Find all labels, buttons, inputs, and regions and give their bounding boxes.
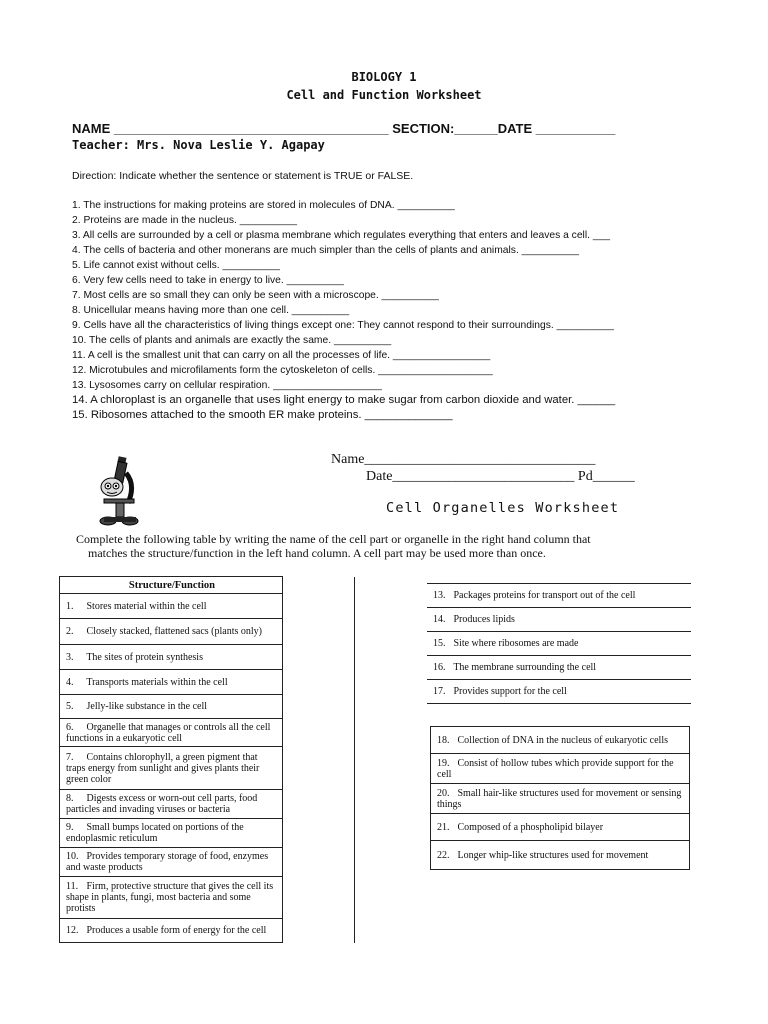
true-false-list: [72, 198, 615, 423]
table-row: 15. Site where ribosomes are made: [427, 632, 691, 656]
list-item: 12. Microtubules and microfilaments form the cytoskeleton of cells. ____________________: [72, 365, 493, 376]
list-item: 10. The cells of plants and animals are exactly the same. __________: [72, 335, 392, 346]
instruction-line-1: Complete the following table by writing the name of the cell part or organelle in the right hand column that: [76, 532, 591, 546]
name-section-date-line: NAME ______________________________________ SECTION:______DATE ___________: [72, 121, 616, 136]
list-item: 9. Cells have all the characteristics of living things except one: They cannot respond to their surroundings. __________: [72, 320, 614, 331]
table-row: 19. Consist of hollow tubes which provide support for the cell: [431, 754, 690, 784]
list-item: 1. The instructions for making proteins are stored in molecules of DNA. __________: [72, 200, 455, 211]
instruction-line-2: matches the structure/function in the left hand column. A cell part may be used more than once.: [88, 546, 546, 560]
list-item: 11. A cell is the smallest unit that can carry on all the processes of life. _________________: [72, 350, 491, 361]
list-item: 7. Most cells are so small they can only be seen with a microscope. __________: [72, 290, 439, 301]
table-header: Structure/Function: [60, 577, 283, 594]
list-item: 2. Proteins are made in the nucleus. __________: [72, 215, 297, 226]
list-item: 4. The cells of bacteria and other monerans are much simpler than the cells of plants and animals. __________: [72, 245, 579, 256]
table-row: 5. Jelly-like substance in the cell: [60, 695, 283, 719]
table-row: 18. Collection of DNA in the nucleus of eukaryotic cells: [431, 727, 690, 754]
answer-cell[interactable]: [282, 577, 354, 594]
table-row: 12. Produces a usable form of energy for the cell: [60, 919, 283, 943]
table-row: 17. Provides support for the cell: [427, 680, 691, 704]
table-row: 13. Packages proteins for transport out of the cell: [427, 584, 691, 608]
table-row: 3. The sites of protein synthesis: [60, 645, 283, 670]
answer-cell[interactable]: [282, 819, 354, 848]
table-row: 8. Digests excess or worn-out cell parts, food particles and invading viruses or bacteria: [60, 790, 283, 819]
worksheet-title: BIOLOGY 1: [351, 70, 417, 84]
table-row: 9. Small bumps located on portions of the endoplasmic reticulum: [60, 819, 283, 848]
answer-cell[interactable]: [282, 695, 354, 719]
teacher-line: Teacher: Mrs. Nova Leslie Y. Agapay: [72, 138, 325, 152]
list-item: 14. A chloroplast is an organelle that uses light energy to make sugar from carbon dioxide and water. ______: [72, 394, 616, 406]
table-row: 1. Stores material within the cell: [60, 594, 283, 619]
list-item: 8. Unicellular means having more than one cell. __________: [72, 305, 350, 316]
microscope-icon: [96, 455, 140, 529]
list-item: 6. Very few cells need to take in energy to live. __________: [72, 275, 344, 286]
table-row: 22. Longer whip-like structures used for movement: [431, 841, 690, 870]
list-item: 3. All cells are surrounded by a cell or plasma membrane which regulates everything that enters and leaves a cell. ___: [72, 230, 611, 241]
table-row: 16. The membrane surrounding the cell: [427, 656, 691, 680]
right-table-b: [430, 726, 690, 870]
organelles-name-line: Name_________________________________: [331, 452, 596, 467]
direction-text: Direction: Indicate whether the sentence or statement is TRUE or FALSE.: [72, 170, 414, 182]
answer-cell[interactable]: [282, 877, 354, 919]
table-row: 20. Small hair-like structures used for movement or sensing things: [431, 784, 690, 814]
organelles-date-line: Date__________________________ Pd______: [366, 469, 635, 484]
answer-cell[interactable]: [282, 747, 354, 790]
answer-cell[interactable]: [282, 719, 354, 747]
structure-function-table: [59, 576, 355, 943]
answer-cell[interactable]: [282, 645, 354, 670]
answer-cell[interactable]: [282, 919, 354, 943]
table-row: 14. Produces lipids: [427, 608, 691, 632]
table-row: 7. Contains chlorophyll, a green pigment that traps energy from sunlight and gives plants their green color: [60, 747, 283, 790]
worksheet-subtitle: Cell and Function Worksheet: [286, 88, 482, 102]
table-row: 11. Firm, protective structure that gives the cell its shape in plants, fungi, most bacteria and some protists: [60, 877, 283, 919]
list-item: 5. Life cannot exist without cells. __________: [72, 260, 280, 271]
list-item: 13. Lysosomes carry on cellular respiration. ___________________: [72, 380, 382, 391]
right-table-a: [427, 583, 691, 704]
list-item: 15. Ribosomes attached to the smooth ER make proteins. ______________: [72, 409, 453, 421]
table-row: 6. Organelle that manages or controls all the cell functions in a eukaryotic cell: [60, 719, 283, 747]
answer-cell[interactable]: [282, 790, 354, 819]
table-row: 10. Provides temporary storage of food, enzymes and waste products: [60, 848, 283, 877]
table-row: 4. Transports materials within the cell: [60, 670, 283, 695]
answer-cell[interactable]: [282, 619, 354, 645]
table-row: 21. Composed of a phospholipid bilayer: [431, 814, 690, 841]
answer-cell[interactable]: [282, 594, 354, 619]
organelles-title: Cell Organelles Worksheet: [386, 500, 620, 516]
answer-cell[interactable]: [282, 670, 354, 695]
table-row: 2. Closely stacked, flattened sacs (plants only): [60, 619, 283, 645]
answer-cell[interactable]: [282, 848, 354, 877]
